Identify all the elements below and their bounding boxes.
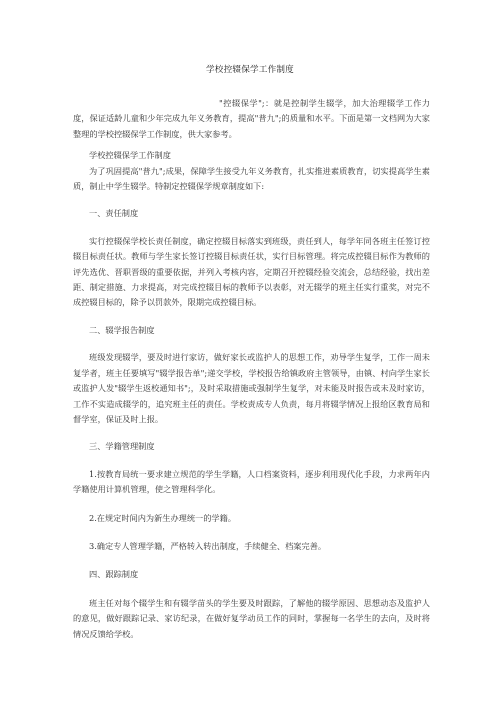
section-3-item-1: 1.按教育局统一要求建立规范的学生学籍，人口档案资料，逐步利用现代化手段，力求两年内学籍使用计算机管理，使之管理科学化。 (73, 468, 430, 495)
section-4-heading: 四、跟踪制度 (89, 569, 139, 580)
section-2-heading: 二、辍学报告制度 (89, 324, 155, 335)
section-4-paragraph: 班主任对每个辍学生和有辍学苗头的学生要及时跟踪，了解他的辍学原因、思想动态及监护人的意见，做好跟踪记录、家访纪录，在做好复学动员工作的同时，掌握每一名学生的去向，及时将情况反馈给学校。 (73, 597, 430, 639)
document-title: 学校控辍保学工作制度 (206, 65, 294, 75)
section-1-heading: 一、责任制度 (89, 208, 139, 219)
document-body (73, 96, 430, 642)
section-0-paragraph: 为了巩固提高"普九";成果，保障学生接受九年义务教育，扎实推进素质教育，切实提高学生素质，制止中学生辍学。特制定控辍保学规章制度如下: (73, 165, 430, 192)
section-3-item-2: 2.在规定时间内为新生办理统一的学籍。 (89, 512, 236, 523)
section-2-paragraph: 班级发现辍学，要及时进行家访，做好家长或监护人的思想工作，劝导学生复学，工作一周未复学者，班主任要填写"辍学报告单";递交学校，学校报告给镇政府主管领导，由镇、村向学生家长或监护人发"辍学生返校通知书";，及时采取措施或强制学生复学，对未能及时报告或未及时家访，工作不实造成辍学的，追究班主任的责任。学校责成专人负责，每月将辍学情况上报给区教育局和督学室，保证及时上报。 (73, 352, 430, 424)
section-3-item-3: 3.确定专人管理学籍，严格转入转出制度，手续健全、档案完善。 (89, 540, 327, 551)
section-0-heading: 学校控辍保学工作制度 (89, 150, 171, 161)
section-3-heading: 三、学籍管理制度 (89, 441, 155, 452)
section-1-paragraph: 实行控辍保学校长责任制度，确定控辍目标落实到班级，责任到人，每学年同各班主任签订控辍目标责任状。教师与学生家长签订控辍目标责任状，实行目标管理。将完成控辍目标作为教师的评先选优、晋职晋级的重要依据，并列入考核内容，定期召开控辍经验交流会，总结经验，找出差距、制定措施、力求提高，对完成控辍目标的教师予以表彰，对无辍学的班主任实行重奖，对完不成控辍目标的，除予以罚款外，限期完成控辍目标。 (73, 235, 430, 308)
intro-paragraph: "控辍保学";：就是控制学生辍学，加大治理辍学工作力度，保证适龄儿童和少年完成九年义务教育，提高"普九";的质量和水平。下面是第一文档网为大家整理的学校控辍保学工作制度，供大家参考。 (73, 98, 430, 139)
